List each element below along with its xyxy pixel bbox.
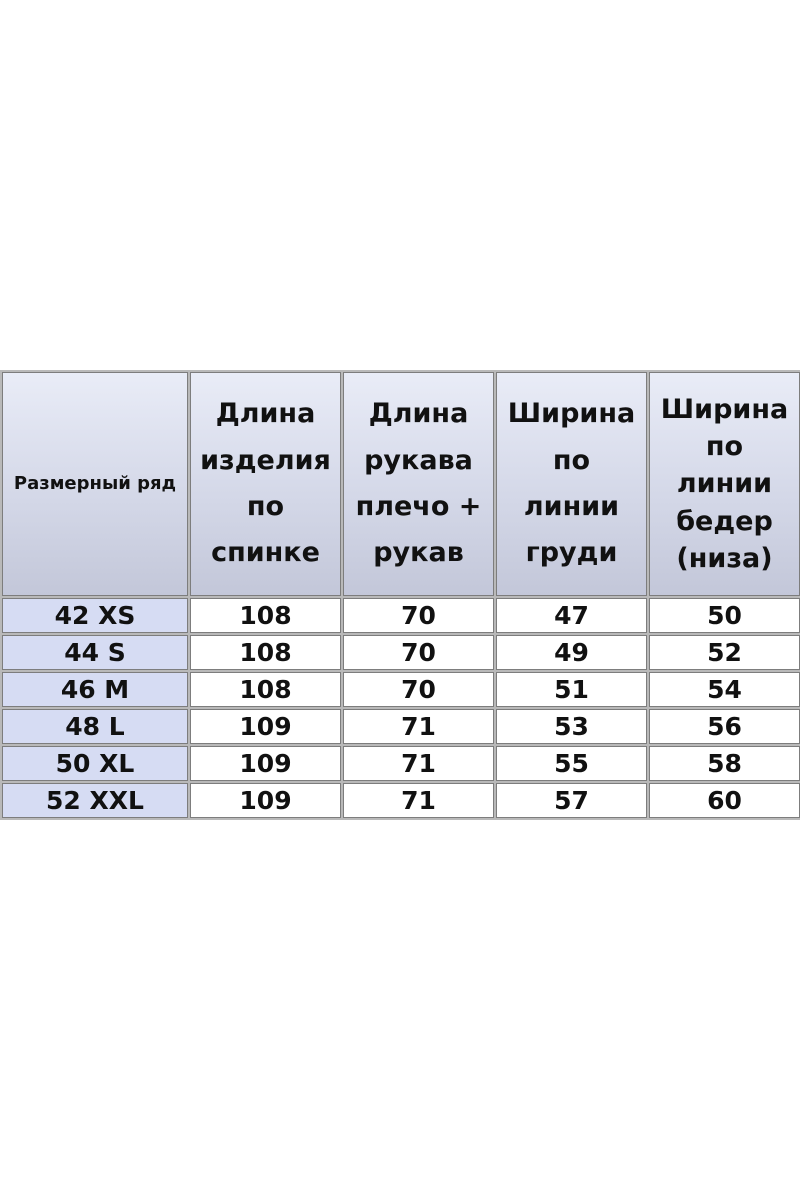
size-cell: 52 XXL: [2, 783, 188, 818]
header-line: (низа): [676, 542, 773, 574]
size-cell: 46 M: [2, 672, 188, 707]
header-line: изделия: [200, 444, 331, 476]
chest-width-cell: 47: [496, 598, 647, 633]
header-line: Длина: [368, 398, 469, 430]
table-body: [2, 598, 800, 818]
hip-width-cell: 50: [649, 598, 800, 633]
header-line: линии: [523, 491, 620, 522]
back-length-cell: 109: [190, 783, 341, 818]
back-length-cell: 109: [190, 746, 341, 781]
header-line: Ширина: [507, 398, 636, 430]
chest-width-cell: 51: [496, 672, 647, 707]
header-chest-width: [496, 372, 647, 596]
sleeve-length-cell: 71: [343, 709, 494, 744]
size-cell: 50 XL: [2, 746, 188, 781]
hip-width-cell: 58: [649, 746, 800, 781]
chest-width-cell: 55: [496, 746, 647, 781]
size-chart-table: [0, 370, 800, 820]
chest-width-cell: 49: [496, 635, 647, 670]
header-row: [2, 372, 800, 596]
header-line: спинке: [211, 537, 320, 569]
table-row: [2, 672, 800, 707]
table-row: [2, 709, 800, 744]
size-cell: 48 L: [2, 709, 188, 744]
back-length-cell: 109: [190, 709, 341, 744]
hip-width-cell: 60: [649, 783, 800, 818]
sleeve-length-cell: 70: [343, 672, 494, 707]
header-line: рукав: [373, 537, 464, 569]
header-line: Ширина: [660, 393, 789, 425]
back-length-cell: 108: [190, 672, 341, 707]
table-row: [2, 635, 800, 670]
header-line: Длина: [215, 398, 316, 430]
sleeve-length-cell: 71: [343, 746, 494, 781]
header-hip-width: [649, 372, 800, 596]
header-sleeve-length: [343, 372, 494, 596]
chest-width-cell: 53: [496, 709, 647, 744]
table-row: [2, 746, 800, 781]
header-line: по: [552, 444, 591, 476]
back-length-cell: 108: [190, 635, 341, 670]
hip-width-cell: 56: [649, 709, 800, 744]
table-row: [2, 598, 800, 633]
hip-width-cell: 54: [649, 672, 800, 707]
header-line: линии: [676, 468, 773, 500]
header-line: бедер: [676, 505, 773, 537]
hip-width-cell: 52: [649, 635, 800, 670]
size-cell: 42 XS: [2, 598, 188, 633]
header-line: груди: [525, 537, 618, 569]
header-size-range: Размерный ряд: [2, 372, 188, 596]
sleeve-length-cell: 71: [343, 783, 494, 818]
size-cell: 44 S: [2, 635, 188, 670]
table-header: [2, 372, 800, 596]
sleeve-length-cell: 70: [343, 598, 494, 633]
header-back-length: [190, 372, 341, 596]
chest-width-cell: 57: [496, 783, 647, 818]
back-length-cell: 108: [190, 598, 341, 633]
header-line: плечо +: [355, 491, 482, 522]
header-line: по: [246, 491, 285, 522]
header-line: по: [705, 431, 744, 463]
table-row: [2, 783, 800, 818]
sleeve-length-cell: 70: [343, 635, 494, 670]
header-line: рукава: [364, 444, 473, 476]
